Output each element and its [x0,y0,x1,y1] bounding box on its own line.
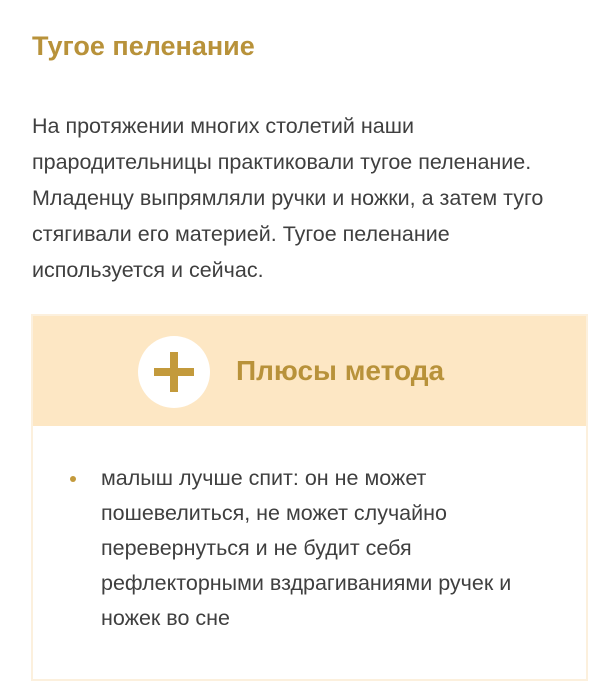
bullet-icon [70,476,76,482]
list-item-text: малыш лучше спит: он не может пошевелиться, не может случайно перевернуться и не будит себя рефлекторными вздрагиваниями ручек и ножек во сне [101,466,512,630]
pros-card-title: Плюсы метода [236,355,445,386]
section-title: Тугое пеленание [32,31,255,61]
intro-paragraph: На протяжении многих столетий наши прародительницы практиковали тугое пеленание. Младенцу выпрямляли ручки и ножки, а затем туго стягивали его материей. Тугое пеленание используется и сейчас. [32,114,544,282]
pros-card-header [33,316,586,426]
list-item [33,461,586,636]
plus-icon [138,336,210,408]
pros-card [31,314,588,681]
pros-list [33,461,586,636]
